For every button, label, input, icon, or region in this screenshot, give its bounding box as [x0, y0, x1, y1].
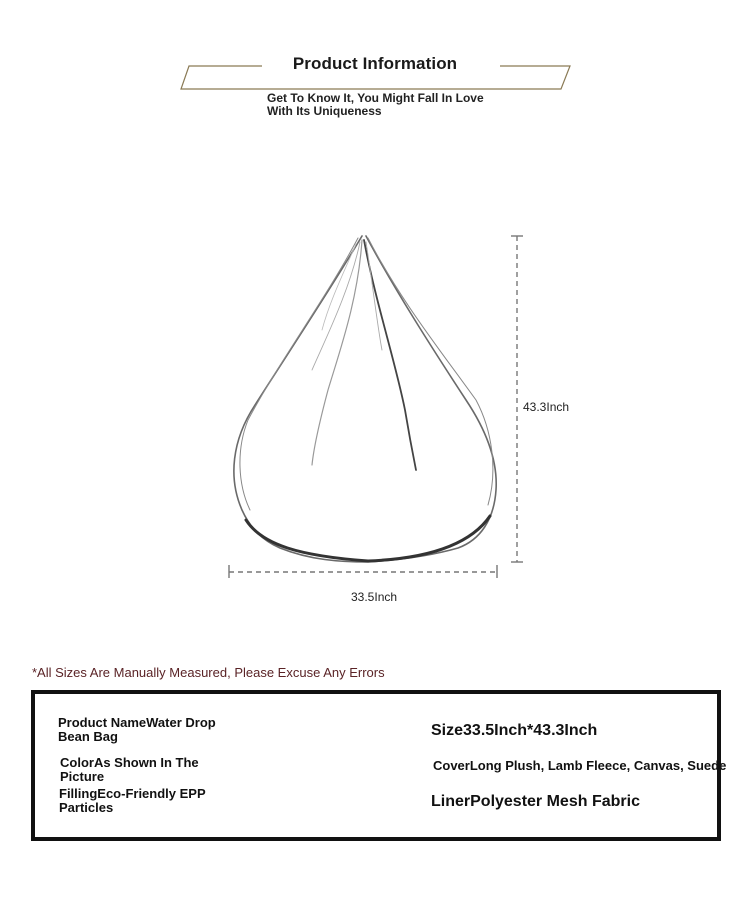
- page-title: Product Information: [292, 54, 458, 73]
- spec-cover: CoverLong Plush, Lamb Fleece, Canvas, Suede: [433, 758, 727, 773]
- spec-size: Size33.5Inch*43.3Inch: [431, 722, 598, 739]
- spec-color: ColorAs Shown In The Picture: [60, 755, 199, 784]
- spec-product-name: Product NameWater Drop Bean Bag: [58, 715, 216, 744]
- page-subtitle: Get To Know It, You Might Fall In Love With Its Uniqueness: [267, 91, 484, 118]
- height-dimension-label: 43.3Inch: [523, 400, 570, 414]
- measurement-note: *All Sizes Are Manually Measured, Please Excuse Any Errors: [32, 665, 385, 680]
- spec-liner: LinerPolyester Mesh Fabric: [431, 793, 640, 810]
- width-dimension-label: 33.5Inch: [351, 590, 398, 604]
- spec-filling: FillingEco-Friendly EPP Particles: [59, 786, 206, 815]
